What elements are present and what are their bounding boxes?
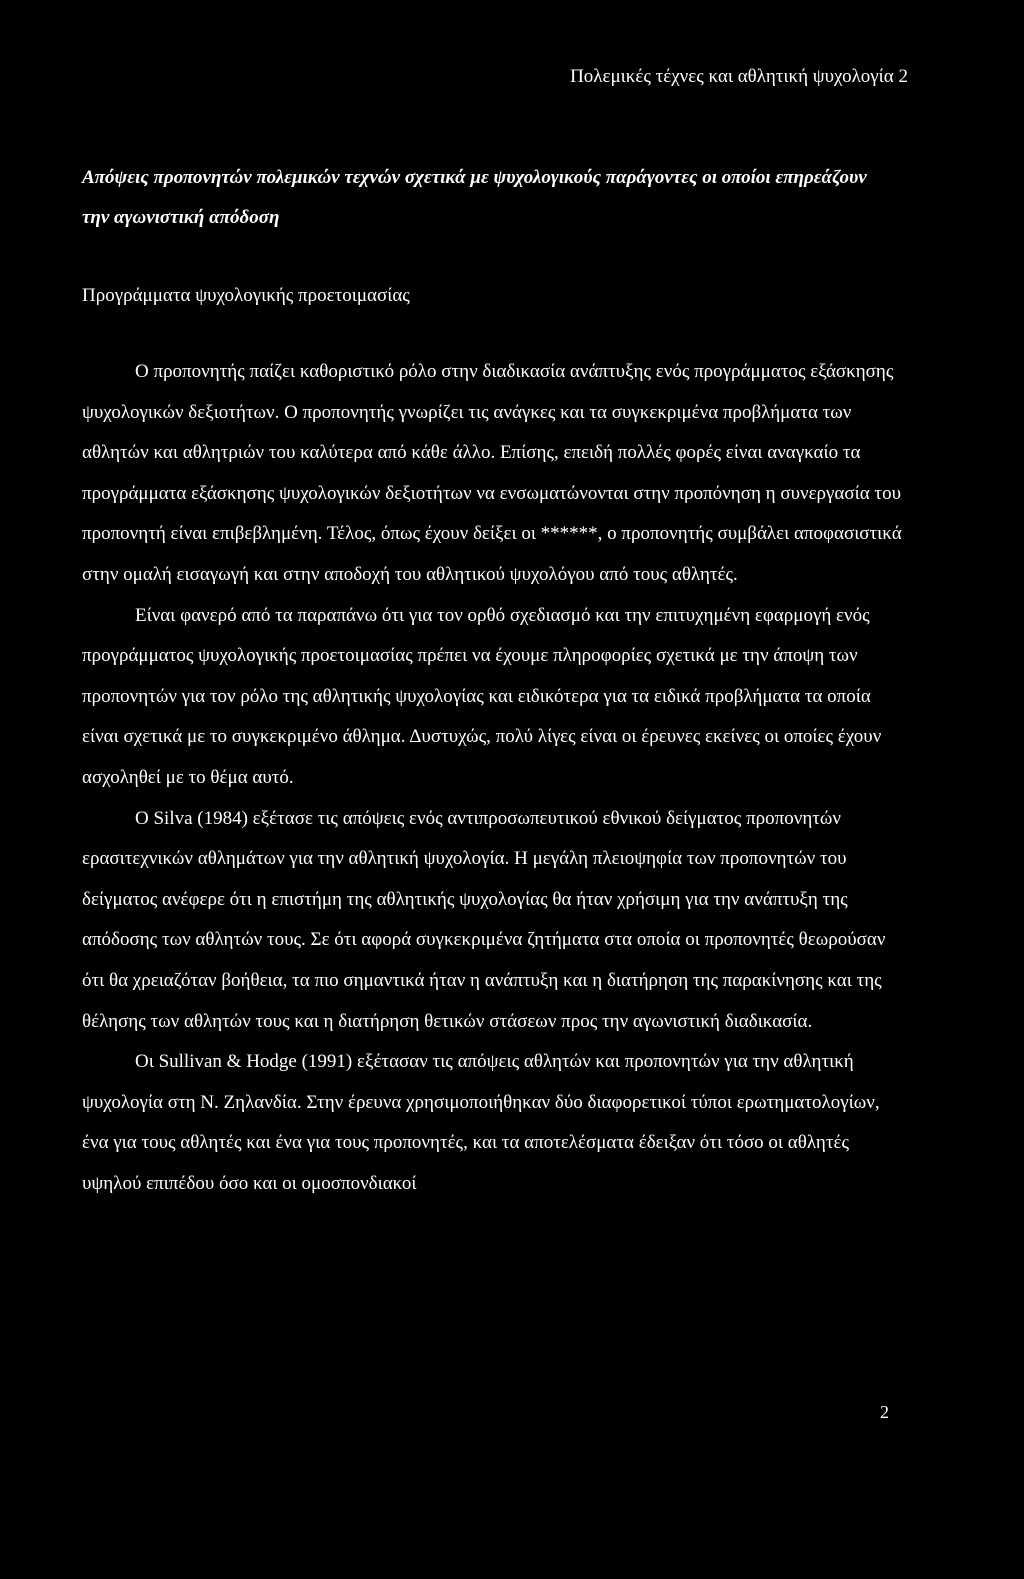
paragraph-silva-study: Ο Silva (1984) εξέτασε τις απόψεις ενός αντιπροσωπευτικού εθνικού δείγματος προπονητών ερασιτεχνικών αθλημάτων για την αθλητική ψυχολογία. Η μεγάλη πλειοψηφία των προπονητών του δείγματος ανέφερε ότι η επιστήμη της αθλητικής ψυχολογίας θα ήταν χρήσιμη για την ανάπτυξη της απόδοσης των αθλητών τους. Σε ότι αφορά συγκεκριμένα ζητήματα στα οποία οι προπονητές θεωρούσαν ότι θα χρειαζόταν βοήθεια, τα πιο σημαντικά ήταν η ανάπτυξη και η διατήρηση της παρακίνησης και της θέλησης των αθλητών τους και η διατήρηση θετικών στάσεων προς την αγωνιστική διαδικασία. [82, 807, 886, 1032]
page-number: 2 [880, 1402, 889, 1422]
section-heading: Προγράμματα ψυχολογικής προετοιμασίας [82, 285, 410, 306]
paragraph-coach-role: Ο προπονητής παίζει καθοριστικό ρόλο στην διαδικασία ανάπτυξης ενός προγράμματος εξάσκησης ψυχολογικών δεξιοτήτων. Ο προπονητής γνωρίζει τις ανάγκες και τα συγκεκριμένα προβλήματα των αθλητών και αθλητριών του καλύτερα από κάθε άλλο. Επίσης, επειδή πολλές φορές είναι αναγκαίο τα προγράμματα εξάσκησης ψυχολογικών δεξιοτήτων να ενσωματώνονται στην προπόνηση η συνεργασία του προπονητή είναι επιβεβλημένη. Τέλος, όπως έχουν δείξει οι ******, ο προπονητής συμβάλει αποφασιστικά στην ομαλή εισαγωγή και στην αποδοχή του αθλητικού ψυχολόγου από τους αθλητές. [82, 361, 902, 585]
paragraph-program-design: Είναι φανερό από τα παραπάνω ότι για τον ορθό σχεδιασμό και την επιτυχημένη εφαρμογή ενός προγράμματος ψυχολογικής προετοιμασίας πρέπει να έχουμε πληροφορίες σχετικά με την άποψη των προπονητών για τον ρόλο της αθλητικής ψυχολογίας και ειδικότερα για τα ειδικά προβλήματα τα οποία είναι σχετικά με το συγκεκριμένο άθλημα. Δυστυχώς, πολύ λίγες είναι οι έρευνες εκείνες οι οποίες έχουν ασχοληθεί με το θέμα αυτό. [82, 604, 882, 788]
running-head: Πολεμικές τέχνες και αθλητική ψυχολογία 2 [570, 66, 908, 87]
page-title: Απόψεις προπονητών πολεμικών τεχνών σχετικά με ψυχολογικούς παράγοντες οι οποίοι επηρεάζουν την αγωνιστική απόδοση [82, 167, 867, 228]
paragraph-sullivan-hodge-study: Οι Sullivan & Hodge (1991) εξέτασαν τις απόψεις αθλητών και προπονητών για την αθλητική ψυχολογία στη Ν. Ζηλανδία. Στην έρευνα χρησιμοποιήθηκαν δύο διαφορετικοί τύποι ερωτηματολογίων, ένα για τους αθλητές και ένα για τους προπονητές, και τα αποτελέσματα έδειξαν ότι τόσο οι αθλητές υψηλού επιπέδου όσο και οι ομοσπονδιακοί [82, 1051, 880, 1194]
body-text [82, 352, 904, 1204]
